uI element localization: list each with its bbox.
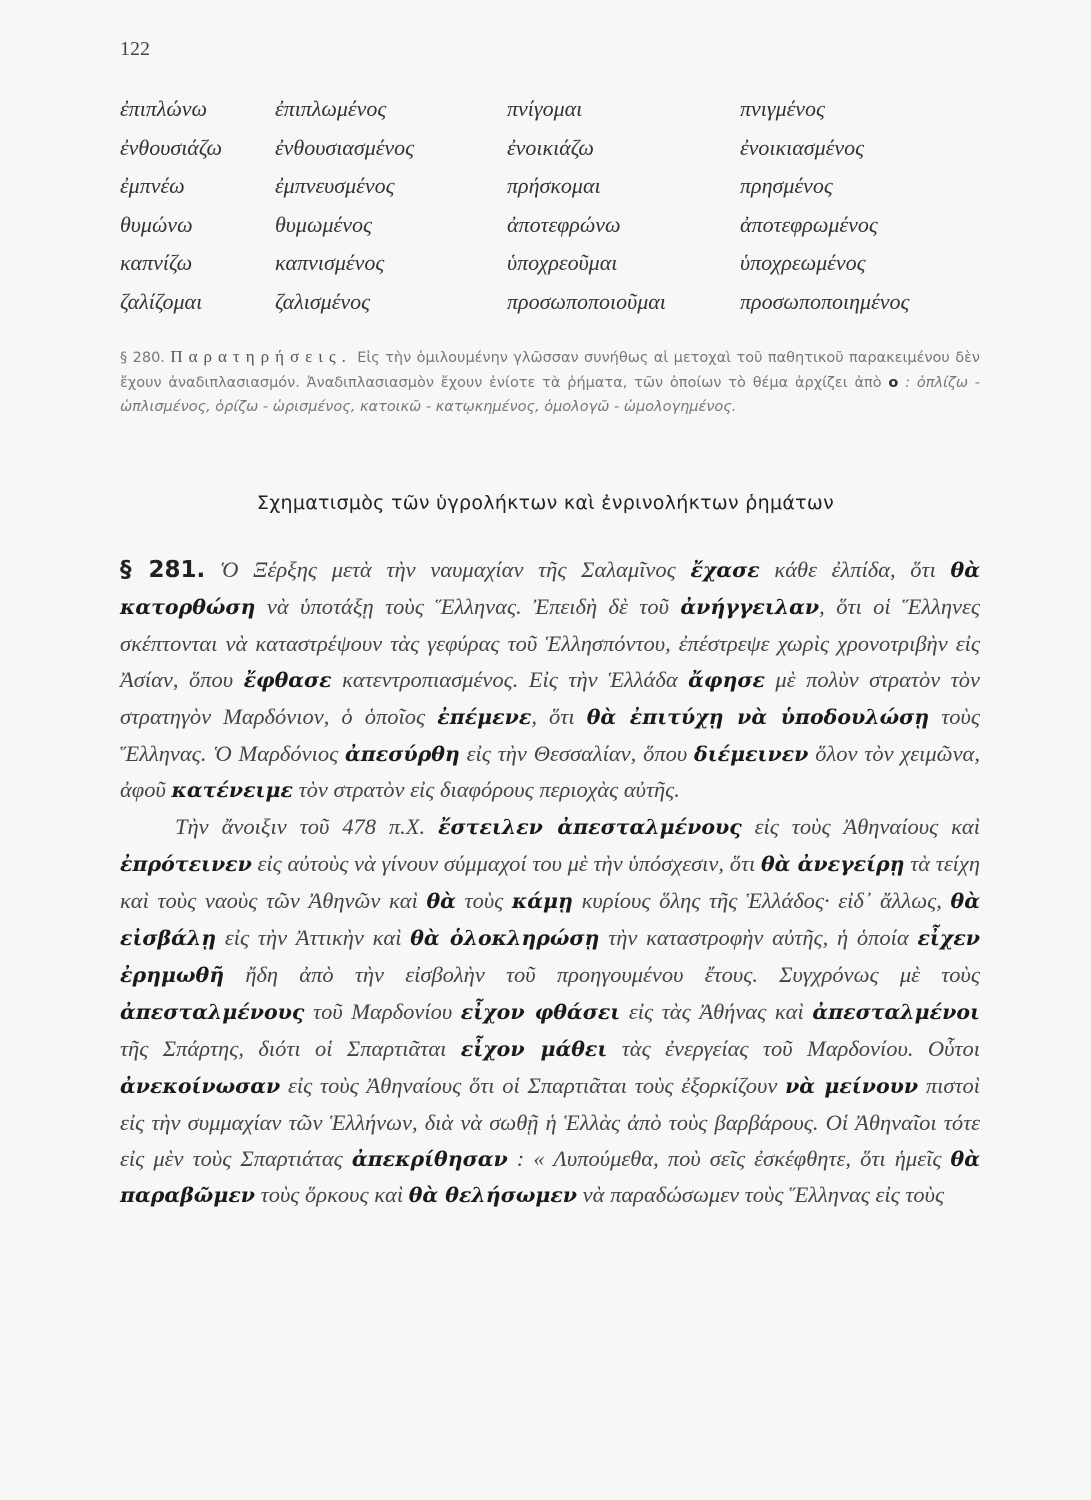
- verb-row: [120, 96, 980, 135]
- verb-cell: ζαλισμένος: [275, 288, 371, 314]
- bold-verb: θὰ θελήσωμεν: [408, 1183, 578, 1208]
- bold-verb: θὰ κατορθώση: [120, 558, 980, 619]
- note-section-number: § 280.: [120, 350, 165, 366]
- bold-verb: διέμεινεν: [694, 741, 809, 766]
- note-text: Εἰς τὴν ὁμιλουμένην γλῶσσαν συνήθως αἱ μετοχαὶ τοῦ παθητικοῦ παρακειμένου δὲν ἔχουν ἀναδιπλασιασμόν. Ἀναδιπλασιασμὸν ἔχουν ἐνίοτε τὰ ῥήματα, τῶν ὁποίων τὸ θέμα ἀρχίζει ἀπὸ: [120, 350, 981, 391]
- text-run: κάθε ἐλπίδα, ὅτι: [759, 557, 951, 582]
- verb-row: [120, 135, 980, 174]
- bold-verb: κατένειμε: [171, 778, 293, 803]
- text-run: τῆς Σπάρτης, διότι οἱ Σπαρτιᾶται: [120, 1035, 461, 1061]
- verb-cell: ὑποχρεοῦμαι: [507, 250, 618, 275]
- verb-cell: προσωποποιημένος: [740, 288, 910, 314]
- text-run: νὰ ὑποτάξῃ τοὺς Ἕλληνας. Ἐπειδὴ δὲ τοῦ: [255, 593, 681, 619]
- bold-verb: εἶχον μάθει: [460, 1036, 608, 1061]
- text-run: τοὺς ὅρκους καὶ: [255, 1182, 409, 1208]
- text-run: τὴν καταστροφὴν αὐτῆς, ἡ ὁποία: [599, 925, 918, 951]
- verb-cell: ζαλίζομαι: [120, 288, 203, 314]
- verb-cell: προσωποποιοῦμαι: [507, 288, 666, 314]
- bold-verb: κάμῃ: [511, 889, 573, 914]
- note-examples: : ὁπλίζω - ὡπλισμένος, ὁρίζω - ὡρισμένος, κατοικῶ - κατῳκημένος, ὁμολογῶ - ὡμολογημένος.: [120, 374, 980, 415]
- text-run: κατεντροπιασμένος. Εἰς τὴν Ἑλλάδα: [331, 666, 689, 692]
- bold-verb: θὰ ἐπιτύχῃ νὰ ὑποδουλώσῃ: [586, 704, 930, 729]
- bold-verb: θὰ εἰσβάλῃ: [120, 889, 980, 951]
- observations-note: [120, 345, 980, 420]
- bold-verb: εἶχεν ἐρημωθῆ: [120, 926, 981, 987]
- verb-cell: ἐμπνέω: [120, 173, 185, 198]
- verb-cell: ἐνθουσιασμένος: [275, 134, 415, 160]
- text-run: ὅλον τὸν χειμῶνα, ἀφοῦ: [120, 740, 980, 803]
- text-run: , ὅτι: [531, 703, 587, 729]
- verb-cell: καπνίζω: [120, 250, 193, 275]
- text-run: τοὺς: [455, 888, 512, 914]
- text-run: , ὅτι οἱ Ἕλληνες σκέπτονται νὰ καταστρέψουν τὰς γεφύρας τοῦ Ἑλλησπόντου, ἐπέστρεψε χωρὶς χρονοτριβὴν εἰς Ἀσίαν, ὅπου: [120, 593, 980, 692]
- bold-verb: ἔφθασε: [243, 667, 332, 692]
- verb-table: [120, 96, 980, 327]
- verb-cell: πρησμένος: [740, 173, 833, 198]
- text-run: Τὴν ἄνοιξιν τοῦ 478 π.Χ.: [175, 814, 439, 840]
- verb-cell: πνιγμένος: [740, 96, 825, 121]
- bold-verb: θὰ ἀνεγείρῃ: [760, 852, 905, 877]
- text-run: εἰς τοὺς Ἀθηναίους καὶ: [741, 814, 980, 840]
- page-number: 122: [120, 38, 150, 60]
- bold-verb: ἐπρότεινεν: [120, 852, 252, 877]
- verb-cell: ἐνοικιασμένος: [740, 134, 865, 160]
- paragraph-spring: [120, 809, 980, 1214]
- verb-row: [120, 212, 980, 251]
- note-letter: ο: [888, 374, 899, 391]
- bold-verb: ἀπεκρίθησαν: [351, 1146, 508, 1171]
- verb-cell: θυμωμένος: [275, 211, 372, 237]
- section-number: § 281.: [120, 557, 206, 583]
- bold-verb: εἶχον φθάσει: [460, 999, 621, 1024]
- verb-cell: ἐπιπλώνω: [120, 96, 208, 121]
- bold-verb: ἐπέμενε: [437, 704, 532, 729]
- verb-row: [120, 250, 980, 289]
- bold-verb: θὰ ὁλοκληρώσῃ: [410, 926, 600, 951]
- verb-cell: ἀποτεφρώνω: [507, 211, 621, 237]
- text-run: εἰς τὴν Ἀττικὴν καὶ: [216, 925, 411, 951]
- text-run: εἰς τοὺς Ἀθηναίους ὅτι οἱ Σπαρτιᾶται τοὺς ἐξορκίζουν: [280, 1072, 786, 1098]
- section-heading: Σχηματισμὸς τῶν ὑγρολήκτων καὶ ἐνρινολήκτων ῥημάτων: [256, 492, 835, 514]
- bold-verb: ἔχασε: [690, 558, 760, 582]
- verb-cell: ἐνθουσιάζω: [120, 134, 223, 160]
- text-run: εἰς αὐτοὺς νὰ γίνουν σύμμαχοί του μὲ τὴν ὑπόσχεσιν, ὅτι: [251, 851, 761, 877]
- verb-cell: ἀποτεφρωμένος: [740, 211, 878, 237]
- text-run: τὸν στρατὸν εἰς διαφόρους περιοχὰς αὐτῆς.: [292, 777, 680, 803]
- bold-verb: ἀνήγγειλαν: [680, 594, 820, 619]
- text-run: μὲ πολὺν στρατὸν τὸν στρατηγὸν Μαρδόνιον, ὁ ὁποῖος: [120, 666, 980, 729]
- bold-verb: ἄφησε: [688, 667, 765, 692]
- verb-cell: ἐμπνευσμένος: [275, 173, 395, 198]
- verb-cell: θυμώνω: [120, 211, 193, 237]
- verb-cell: ἐπιπλωμένος: [275, 96, 387, 121]
- note-label: Παρατηρήσεις.: [170, 347, 352, 366]
- bold-verb: ἀπεσταλμένοι: [812, 999, 980, 1024]
- text-run: : « Λυπούμεθα, ποὺ σεῖς ἐσκέφθητε, ὅτι ἡμεῖς: [507, 1145, 951, 1171]
- verb-cell: ἐνοικιάζω: [507, 134, 594, 160]
- text-run: Ὁ Ξέρξης μετὰ τὴν ναυμαχίαν τῆς Σαλαμῖνος: [205, 557, 691, 582]
- verb-cell: πνίγομαι: [507, 96, 583, 121]
- bold-verb: νὰ μείνουν: [785, 1073, 919, 1098]
- text-run: πιστοὶ εἰς τὴν συμμαχίαν τῶν Ἑλλήνων, διὰ νὰ σωθῇ ἡ Ἑλλὰς ἀπὸ τοὺς βαρβάρους. Οἱ Ἀθηναῖοι τότε εἰς μὲν τοὺς Σπαρτιάτας: [120, 1072, 980, 1171]
- verb-row: [120, 289, 980, 328]
- text-run: ἤδη ἀπὸ τὴν εἰσβολὴν τοῦ προηγουμένου ἔτους. Συγχρόνως μὲ τοὺς: [224, 961, 980, 987]
- bold-verb: ἀνεκοίνωσαν: [120, 1073, 281, 1098]
- text-run: τοῦ Μαρδονίου: [304, 998, 461, 1024]
- verb-row: [120, 173, 980, 212]
- paragraph-281: [120, 552, 980, 809]
- verb-cell: ὑποχρεωμένος: [740, 250, 866, 275]
- verb-cell: καπνισμένος: [275, 250, 385, 275]
- text-run: κυρίους ὅλης τῆς Ἑλλάδος· εἰδ᾽ ἄλλως,: [572, 888, 951, 914]
- verb-cell: πρήσκομαι: [507, 173, 601, 198]
- text-run: εἰς τὴν Θεσσαλίαν, ὅπου: [459, 740, 695, 766]
- text-run: τοὺς Ἕλληνας. Ὁ Μαρδόνιος: [120, 703, 980, 766]
- bold-verb: θὰ παραβῶμεν: [120, 1146, 980, 1208]
- text-run: νὰ παραδώσωμεν τοὺς Ἕλληνας εἰς τοὺς: [577, 1182, 945, 1208]
- bold-verb: ἔστειλεν ἀπεσταλμένους: [438, 815, 742, 840]
- text-run: εἰς τὰς Ἀθήνας καὶ: [620, 998, 813, 1024]
- text-run: τὰς ἐνεργείας τοῦ Μαρδονίου. Οὗτοι: [607, 1035, 980, 1061]
- bold-verb: ἀπεσύρθη: [345, 741, 460, 766]
- bold-verb: ἀπεσταλμένους: [120, 999, 305, 1024]
- bold-verb: θὰ: [426, 889, 456, 914]
- body-text: [120, 552, 980, 1214]
- text-run: τὰ τείχη καὶ τοὺς ναοὺς τῶν Ἀθηνῶν καὶ: [120, 851, 980, 914]
